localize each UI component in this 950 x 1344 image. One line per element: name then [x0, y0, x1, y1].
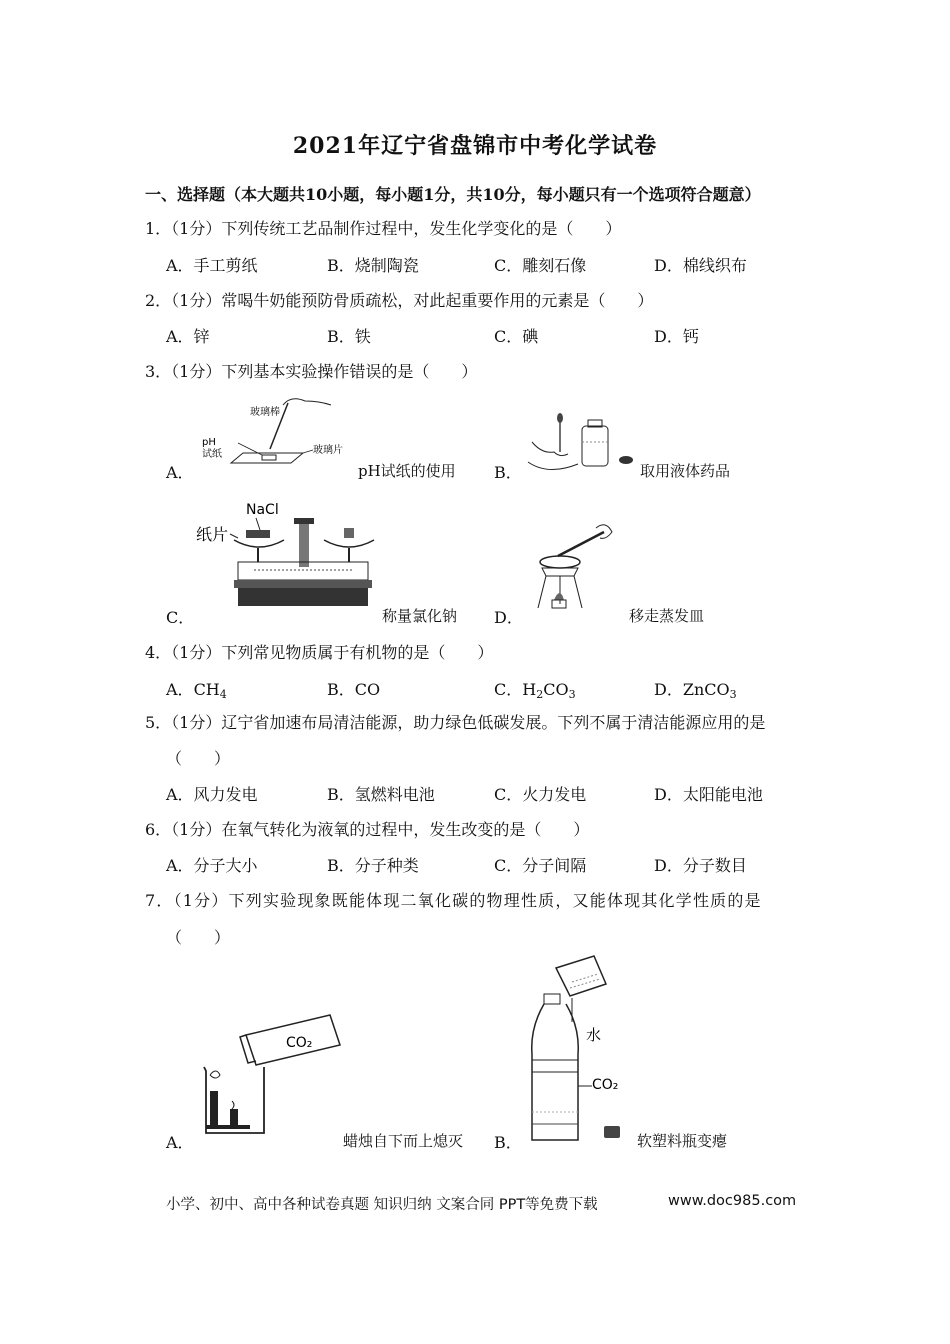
q4-option-d	[654, 677, 737, 700]
label-glass-plate: 玻璃片	[313, 445, 343, 456]
label-ph: pH	[202, 437, 216, 448]
q7-caption-b: 软塑料瓶变瘪	[637, 1132, 728, 1150]
q2-option-b: B．铁	[327, 327, 371, 346]
q3-caption-c: 称量氯化钠	[382, 607, 458, 625]
plastic-bottle-figure	[522, 952, 632, 1147]
q6-option-d: D．分子数目	[654, 856, 747, 875]
q4-option-b-label: B．	[327, 680, 355, 699]
q2-option-c: C．碘	[494, 327, 539, 346]
label-paper-card: 纸片	[196, 525, 229, 544]
page-title: 2021年辽宁省盘锦市中考化学试卷	[292, 133, 658, 159]
label-co2-a: CO₂	[286, 1035, 313, 1051]
section-header: 一、选择题（本大题共10小题，每小题1分，共10分，每小题只有一个选项符合题意）	[145, 185, 761, 204]
question-7-stem-cont: （ ）	[166, 928, 231, 947]
q6-option-b: B．分子种类	[327, 856, 419, 875]
q5-option-a: A．风力发电	[166, 785, 258, 804]
q7-option-a: A．	[166, 1133, 194, 1152]
q4-option-a	[166, 677, 227, 700]
q3-caption-d: 移走蒸发皿	[629, 607, 705, 625]
question-2-stem: 2．（1分）常喝牛奶能预防骨质疏松，对此起重要作用的元素是（ ）	[145, 291, 654, 310]
label-glass-rod: 玻璃棒	[250, 407, 280, 418]
label-co2-b: CO₂	[592, 1077, 619, 1093]
formula-co: CO	[354, 680, 381, 699]
q1-option-b: B．烧制陶瓷	[327, 256, 419, 275]
footer-text: 小学、初中、高中各种试卷真题 知识归纳 文案合同 PPT等免费下载	[166, 1197, 598, 1213]
q3-caption-b: 取用液体药品	[640, 462, 731, 480]
footer-url[interactable]: www.doc985.com	[668, 1193, 797, 1209]
q4-option-c-label: C．	[494, 680, 523, 699]
dropper-figure	[520, 412, 640, 477]
q3-option-d: D．	[494, 608, 523, 627]
label-test-paper: 试纸	[202, 449, 222, 460]
q2-option-a: A．锌	[166, 327, 210, 346]
formula-znco3: ZnCO$_3$	[682, 680, 737, 701]
q4-option-c	[494, 677, 576, 700]
q1-option-c: C．雕刻石像	[494, 256, 587, 275]
question-5-stem-cont: （ ）	[166, 749, 231, 768]
q4-option-d-label: D．	[654, 680, 683, 699]
candle-beaker-figure	[196, 1005, 356, 1140]
q6-option-a: A．分子大小	[166, 856, 258, 875]
q6-option-c: C．分子间隔	[494, 856, 587, 875]
question-4-stem: 4．（1分）下列常见物质属于有机物的是（ ）	[145, 643, 494, 662]
q7-option-b: B．	[494, 1133, 522, 1152]
formula-h2co3: $H_2CO_3$	[522, 680, 576, 701]
q2-option-d: D．钙	[654, 327, 699, 346]
q3-caption-a: pH试纸的使用	[358, 462, 456, 480]
ph-test-figure	[198, 393, 358, 473]
evaporating-dish-figure	[528, 520, 618, 615]
q3-option-b: B．	[494, 463, 522, 482]
q3-option-c: C．	[166, 608, 195, 627]
question-7-stem: 7．（1分）下列实验现象既能体现二氧化碳的物理性质，又能体现其化学性质的是	[145, 891, 762, 910]
question-6-stem: 6．（1分）在氧气转化为液氧的过程中，发生改变的是（ ）	[145, 820, 590, 839]
q5-option-d: D．太阳能电池	[654, 785, 763, 804]
q5-option-b: B．氢燃料电池	[327, 785, 435, 804]
q4-option-b	[327, 677, 380, 700]
formula-ch4: $CH_4$	[193, 680, 227, 701]
q1-option-a: A．手工剪纸	[166, 256, 258, 275]
q1-option-d: D．棉线织布	[654, 256, 747, 275]
label-nacl: NaCl	[246, 502, 279, 518]
balance-figure	[194, 500, 384, 610]
q3-option-a: A．	[166, 463, 194, 482]
q5-option-c: C．火力发电	[494, 785, 587, 804]
q7-caption-a: 蜡烛自下而上熄灭	[343, 1132, 464, 1150]
question-5-stem: 5．（1分）辽宁省加速布局清洁能源，助力绿色低碳发展。下列不属于清洁能源应用的是	[145, 713, 766, 732]
question-1-stem: 1．（1分）下列传统工艺品制作过程中，发生化学变化的是（ ）	[145, 219, 622, 238]
question-3-stem: 3．（1分）下列基本实验操作错误的是（ ）	[145, 362, 478, 381]
q4-option-a-label: A．	[166, 680, 194, 699]
label-water: 水	[586, 1026, 602, 1044]
